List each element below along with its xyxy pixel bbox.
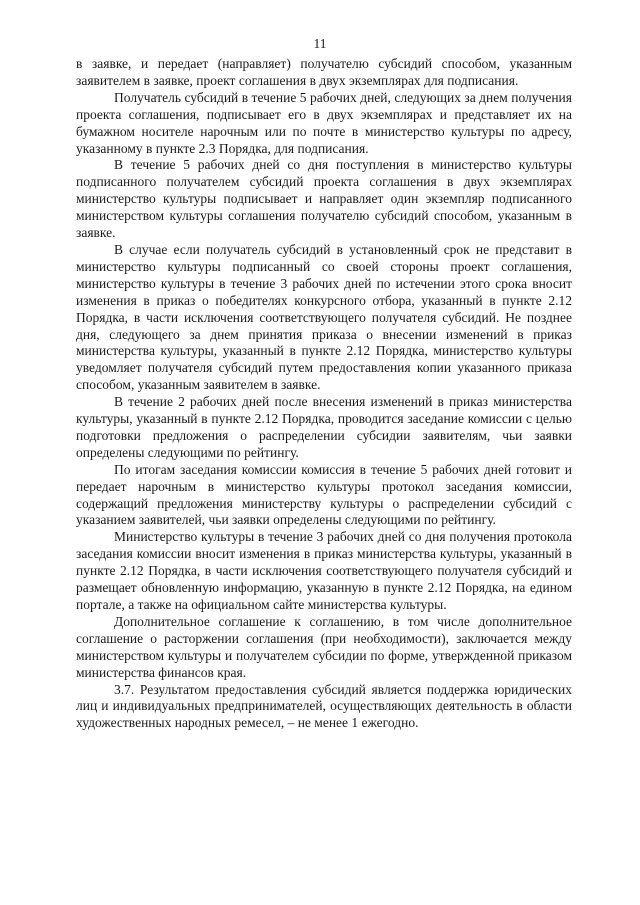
document-body bbox=[76, 56, 572, 732]
page-number: 11 bbox=[313, 36, 327, 51]
paragraph-continuation: в заявке, и передает (направляет) получателю субсидий способом, указанным заявителем в заявке, проект соглашения в двух экземплярах для подписания. bbox=[76, 56, 572, 88]
paragraph-signing-by-recipient: Получатель субсидий в течение 5 рабочих дней, следующих за днем получения проекта соглашения, подписывает его в двух экземплярах и представляет их на бумажном носителе нарочным или по почте в министерство культуры по адресу, указанному в пункте 2.3 Порядка, для подписания. bbox=[76, 89, 572, 156]
paragraph-clause-3-7: 3.7. Результатом предоставления субсидий является поддержка юридических лиц и индивидуальных предпринимателей, осуществляющих деятельность в области художественных народных ремесел, – не менее 1 ежегодно. bbox=[76, 681, 572, 731]
paragraph-additional-agreement: Дополнительное соглашение к соглашению, в том числе дополнительное соглашение о расторжении соглашения (при необходимости), заключается между министерством культуры и получателем субсидии по форме, утвержденной приказом министерства финансов края. bbox=[76, 613, 572, 680]
paragraph-commission-meeting: В течение 2 рабочих дней после внесения изменений в приказ министерства культуры, указанный в пункте 2.12 Порядка, проводится заседание комиссии с целью подготовки предложения о распределении субсидии заявителям, чьи заявки определены следующими по рейтингу. bbox=[76, 394, 572, 460]
paragraph-order-amendment: Министерство культуры в течение 3 рабочих дней со дня получения протокола заседания комиссии вносит изменения в приказ министерства культуры, указанный в пункте 2.12 Порядка, в части исключения соответствующего получателя субсидий и размещает обновленную информацию, указанную в пункте 2.12 Порядка, на едином портале, а также на официальном сайте министерства культуры. bbox=[76, 529, 572, 612]
paragraph-failure-to-submit: В случае если получатель субсидий в установленный срок не представит в министерство культуры подписанный со своей стороны проект соглашения, министерство культуры в течение 3 рабочих дней по истечении этого срока вносит изменения в приказ о победителях конкурсного отбора, указанный в пункте 2.12 Порядка, в части исключения соответствующего получателя субсидий. Не позднее дня, следующего за днем принятия приказа о внесении изменений в приказ министерства культуры, указанный в пункте 2.12 Порядка, министерство культуры уведомляет получателя субсидий путем предоставления копии указанного приказа способом, указанным заявителем в заявке. bbox=[76, 241, 572, 393]
paragraph-commission-protocol: По итогам заседания комиссии комиссия в течение 5 рабочих дней готовит и передает нарочным в министерство культуры протокол заседания комиссии, содержащий предложения министерству культуры о распределении субсидий с указанием заявителей, чьи заявки определены следующими по рейтингу. bbox=[76, 461, 572, 528]
paragraph-ministry-signing: В течение 5 рабочих дней со дня поступления в министерство культуры подписанного получателем субсидий проекта соглашения в двух экземплярах министерство культуры подписывает и направляет один экземпляр подписанного министерством культуры соглашения получателю субсидий способом, указанным в заявке. bbox=[76, 157, 572, 241]
